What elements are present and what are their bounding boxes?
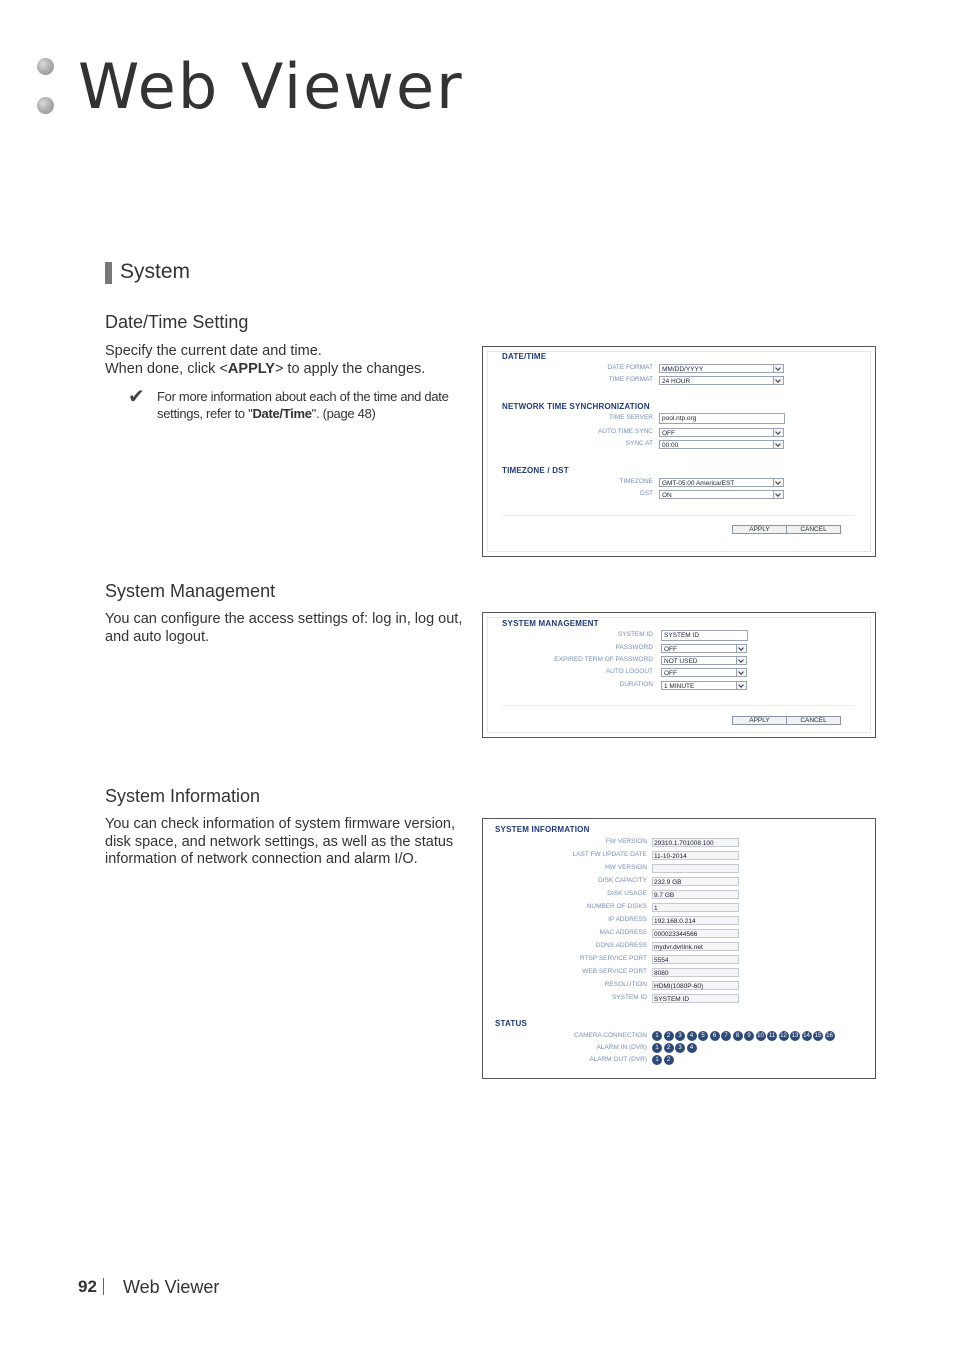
camera-indicator: 15	[814, 1033, 822, 1039]
info-label: HW VERSION	[605, 864, 647, 871]
alarm-in-indicator: 2	[664, 1043, 674, 1053]
cancel-button[interactable]: CANCEL	[786, 525, 841, 534]
time-server-label: TIME SERVER	[609, 414, 653, 421]
chevron-down-icon	[736, 645, 746, 652]
expired-term-value: NOT USED	[664, 658, 698, 665]
info-label: SYSTEM ID	[611, 994, 647, 1001]
alarm-out-indicator: 1	[652, 1055, 662, 1065]
info-label: IP ADDRESS	[608, 916, 647, 923]
chevron-down-icon	[773, 479, 783, 486]
datetime-line2	[105, 361, 425, 379]
chevron-down-icon	[736, 657, 746, 664]
camera-indicator: 14	[803, 1033, 810, 1039]
password-select[interactable]	[661, 644, 747, 653]
info-value: 5554	[652, 955, 739, 964]
auto-sync-select[interactable]	[659, 428, 784, 437]
info-value: 1	[652, 903, 739, 912]
title-bullet-top	[37, 58, 54, 75]
apply-button[interactable]: APPLY	[732, 525, 787, 534]
info-label: LAST FW UPDATE DATE	[572, 851, 647, 858]
alarm-in-indicator: 1	[652, 1043, 662, 1053]
info-label: DISK USAGE	[607, 890, 647, 897]
sysmgmt-heading: System Management	[105, 581, 276, 601]
sysmgmt-title: SYSTEM MANAGEMENT	[502, 619, 599, 628]
datetime-line1: Specify the current date and time.	[105, 343, 322, 359]
apply-button[interactable]: APPLY	[732, 716, 787, 725]
dst-select[interactable]	[659, 490, 784, 499]
duration-label: DURATION	[619, 681, 653, 688]
checkmark-icon: ✔	[128, 386, 145, 408]
date-format-value: MM/DD/YYYY	[662, 366, 704, 373]
chevron-down-icon	[736, 669, 746, 676]
info-value: 000023344566	[652, 929, 739, 938]
alarm-in-label: ALARM IN (DVR)	[596, 1044, 647, 1051]
camera-indicator: 11	[768, 1033, 776, 1039]
info-value: 192.168.0.214	[652, 916, 739, 925]
time-format-value: 24 HOUR	[662, 378, 691, 385]
datetime-heading: Date/Time Setting	[105, 312, 249, 332]
camera-indicator: 2	[664, 1031, 674, 1041]
info-label: DISK CAPACITY	[597, 877, 647, 884]
sysinfo-title: SYSTEM INFORMATION	[495, 825, 590, 834]
chevron-down-icon	[773, 491, 783, 498]
timezone-title: TIMEZONE / DST	[502, 466, 569, 475]
info-value: 29310.1.701008.100	[652, 838, 739, 847]
date-format-select[interactable]	[659, 364, 784, 373]
chevron-down-icon	[773, 429, 783, 436]
alarm-in-indicator: 4	[687, 1043, 697, 1053]
dst-label: DST	[640, 490, 653, 497]
alarm-in-indicator: 3	[675, 1043, 685, 1053]
datetime-line2-post: > to apply the changes.	[274, 360, 426, 377]
section-title: System	[120, 260, 191, 283]
auto-logout-value: OFF	[664, 670, 677, 677]
auto-logout-label: AUTO LOGOUT	[605, 668, 653, 675]
status-title: STATUS	[495, 1019, 528, 1028]
section-marker	[105, 262, 112, 284]
sync-at-value: 00:00	[662, 442, 679, 449]
timezone-select[interactable]	[659, 478, 784, 487]
camera-connection-label: CAMERA CONNECTION	[574, 1032, 647, 1039]
chevron-down-icon	[773, 365, 783, 372]
time-format-select[interactable]	[659, 376, 784, 385]
sysinfo-line1: You can check information of system firmware version,	[105, 816, 456, 832]
camera-indicator: 6	[710, 1031, 720, 1041]
alarm-out-label: ALARM OUT (DVR)	[589, 1056, 647, 1063]
camera-indicator: 1	[652, 1031, 662, 1041]
footer-title: Web Viewer	[123, 1277, 220, 1297]
info-value	[652, 864, 739, 873]
camera-indicator: 9	[744, 1031, 754, 1041]
datetime-screenshot	[482, 346, 876, 557]
system-id-label: SYSTEM ID	[617, 631, 653, 638]
camera-indicator: 12	[780, 1033, 787, 1039]
camera-indicator: 5	[698, 1031, 708, 1041]
system-id-input[interactable]: SYSTEM ID	[661, 630, 748, 641]
info-label: DDNS ADDRESS	[595, 942, 647, 949]
camera-indicator: 13	[791, 1033, 799, 1039]
sysinfo-heading: System Information	[105, 786, 261, 806]
info-value: 8080	[652, 968, 739, 977]
password-label: PASSWORD	[615, 644, 653, 651]
time-format-label: TIME FORMAT	[608, 376, 653, 383]
sysmgmt-line2: and auto logout.	[105, 628, 210, 645]
camera-indicator: 7	[721, 1031, 731, 1041]
chevron-down-icon	[773, 377, 783, 384]
info-value: mydvr.dvrlink.net	[652, 942, 739, 951]
dst-value: ON	[662, 492, 672, 499]
alarm-out-indicator: 2	[664, 1055, 674, 1065]
sysmgmt-description	[105, 611, 462, 646]
timezone-label: TIMEZONE	[619, 478, 653, 485]
info-value: 11-10-2014	[652, 851, 739, 860]
duration-select[interactable]	[661, 681, 747, 690]
title-bullet-bottom	[37, 97, 54, 114]
info-value: SYSTEM ID	[652, 994, 739, 1003]
camera-indicator: 8	[733, 1031, 743, 1041]
expired-term-label: EXPIRED TERM OF PASSWORD	[554, 656, 653, 663]
datetime-description	[105, 343, 425, 378]
camera-indicator: 16	[826, 1033, 833, 1039]
date-time-title: DATE/TIME	[502, 352, 547, 361]
footer-divider	[103, 1278, 104, 1295]
info-value: 9.7 GB	[652, 890, 739, 899]
info-value: HDMI(1080P-60)	[652, 981, 739, 990]
info-label: RESOLUTION	[604, 981, 647, 988]
note-ref: Date/Time	[252, 406, 312, 421]
time-server-input[interactable]: pool.ntp.org	[659, 413, 785, 424]
sync-at-label: SYNC AT	[625, 440, 653, 447]
camera-indicator: 3	[675, 1031, 685, 1041]
camera-indicator: 10	[757, 1033, 764, 1039]
sync-at-select[interactable]	[659, 440, 784, 449]
date-format-label: DATE FORMAT	[607, 364, 653, 371]
sysinfo-screenshot	[482, 818, 876, 1079]
chevron-down-icon	[773, 441, 783, 448]
info-label: WEB SERVICE PORT	[582, 968, 647, 975]
auto-sync-value: OFF	[662, 430, 675, 437]
note-pre: For more information about each of the time and date settings, refer to "	[157, 389, 449, 421]
divider	[502, 705, 855, 706]
info-label: RTSP SERVICE PORT	[579, 955, 647, 962]
timezone-value: GMT-05:00 America/EST	[662, 480, 735, 487]
chevron-down-icon	[736, 682, 746, 689]
auto-logout-select[interactable]	[661, 668, 747, 677]
sysmgmt-line1: You can configure the access settings of: log in, log out,	[105, 611, 463, 627]
cancel-button[interactable]: CANCEL	[786, 716, 841, 725]
info-label: FW VERSION	[605, 838, 647, 845]
info-value: 232.9 GB	[652, 877, 739, 886]
sysinfo-line2: disk space, and network settings, as well as the status	[105, 833, 454, 850]
ntp-title: NETWORK TIME SYNCHRONIZATION	[502, 402, 650, 411]
info-label: NUMBER OF DISKS	[586, 903, 647, 910]
sysinfo-line3: information of network connection and alarm I/O.	[105, 851, 418, 867]
expired-term-select[interactable]	[661, 656, 747, 665]
info-label: MAC ADDRESS	[599, 929, 647, 936]
password-value: OFF	[664, 646, 677, 653]
datetime-line2-pre: When done, click <	[105, 360, 228, 377]
apply-keyword: APPLY	[227, 360, 275, 377]
sysinfo-description	[105, 816, 455, 869]
auto-sync-label: AUTO TIME SYNC	[597, 428, 653, 435]
sysmgmt-screenshot	[482, 612, 876, 738]
page-title: Web Viewer	[78, 50, 464, 123]
duration-value: 1 MINUTE	[664, 683, 695, 690]
page-number: 92	[78, 1277, 97, 1296]
note-post: ". (page 48)	[311, 406, 376, 421]
datetime-note	[157, 388, 467, 422]
camera-indicator: 4	[687, 1031, 697, 1041]
divider	[502, 515, 855, 516]
